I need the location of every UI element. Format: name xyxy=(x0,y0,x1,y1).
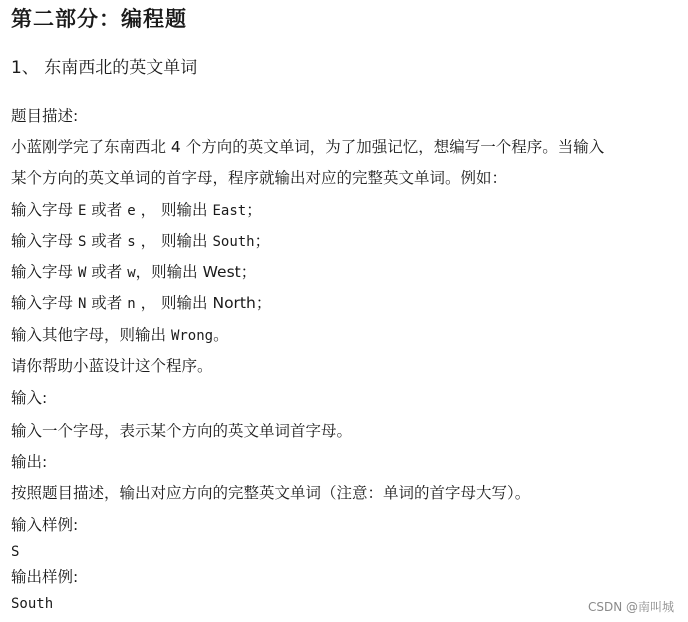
rule-prefix: 输入字母 xyxy=(11,263,78,281)
rule-upper-letter: W xyxy=(77,265,87,281)
description-line-2: 某个方向的英文单词的首字母，程序就输出对应的完整英文单词。例如： xyxy=(11,169,508,187)
rule-prefix: 输入字母 xyxy=(11,294,78,312)
rule-lower-letter: n xyxy=(127,296,136,312)
rule-then-output: ， 则输出 xyxy=(135,232,213,250)
rule-then-output: ，则输出 xyxy=(135,263,203,281)
description-label: 题目描述: xyxy=(11,107,79,125)
sample-input-value: S xyxy=(11,544,20,560)
rule-or: 或者 xyxy=(86,263,128,281)
watermark: CSDN @南叫城 xyxy=(587,600,674,614)
sample-output-value: South xyxy=(11,596,54,612)
rule-prefix: 输入字母 xyxy=(11,232,78,250)
input-description: 输入一个字母，表示某个方向的英文单词首字母。 xyxy=(11,422,353,440)
rule-lower-letter: s xyxy=(127,234,136,250)
sample-input-label: 输入样例: xyxy=(11,516,79,534)
rule-upper-letter: E xyxy=(77,203,87,219)
rule-end: ； xyxy=(246,201,262,219)
description-line-1: 小蓝刚学完了东南西北 4 个方向的英文单词，为了加强记忆，想编写一个程序。当输入 xyxy=(11,138,605,156)
input-label: 输入: xyxy=(11,389,48,407)
rule-prefix: 输入字母 xyxy=(11,201,78,219)
rule-word: East xyxy=(212,203,247,219)
other-letter-line xyxy=(11,324,229,347)
rule-end: ； xyxy=(240,263,257,281)
rule-end: ； xyxy=(255,294,272,312)
help-line: 请你帮助小蓝设计这个程序。 xyxy=(11,357,213,375)
section-title: 第二部分：编程题 xyxy=(11,7,187,31)
rule-line-east xyxy=(11,199,262,222)
rule-or: 或者 xyxy=(86,294,128,312)
rule-then-output: ， 则输出 xyxy=(135,294,213,312)
rule-word: North xyxy=(212,294,256,312)
rule-word: South xyxy=(212,234,255,250)
rule-upper-letter: S xyxy=(77,234,87,250)
sample-output-label: 输出样例: xyxy=(11,568,79,586)
other-word: Wrong xyxy=(170,328,214,344)
rule-upper-letter: N xyxy=(77,296,87,312)
other-end: 。 xyxy=(213,326,229,344)
output-label: 输出: xyxy=(11,453,48,471)
rule-lower-letter: e xyxy=(127,203,136,219)
rule-line-south xyxy=(11,230,270,253)
output-description: 按照题目描述，输出对应方向的完整英文单词（注意：单词的首字母大写）。 xyxy=(11,484,531,502)
rule-line-west xyxy=(11,261,256,284)
rule-or: 或者 xyxy=(86,232,128,250)
rule-or: 或者 xyxy=(86,201,128,219)
problem-title: 1、 东南西北的英文单词 xyxy=(11,58,198,78)
rule-word: West xyxy=(202,263,241,281)
rule-line-north xyxy=(11,292,271,315)
rule-lower-letter: w xyxy=(127,265,136,281)
rule-end: ； xyxy=(254,232,271,250)
other-prefix: 输入其他字母，则输出 xyxy=(11,326,171,344)
rule-then-output: ， 则输出 xyxy=(135,201,213,219)
